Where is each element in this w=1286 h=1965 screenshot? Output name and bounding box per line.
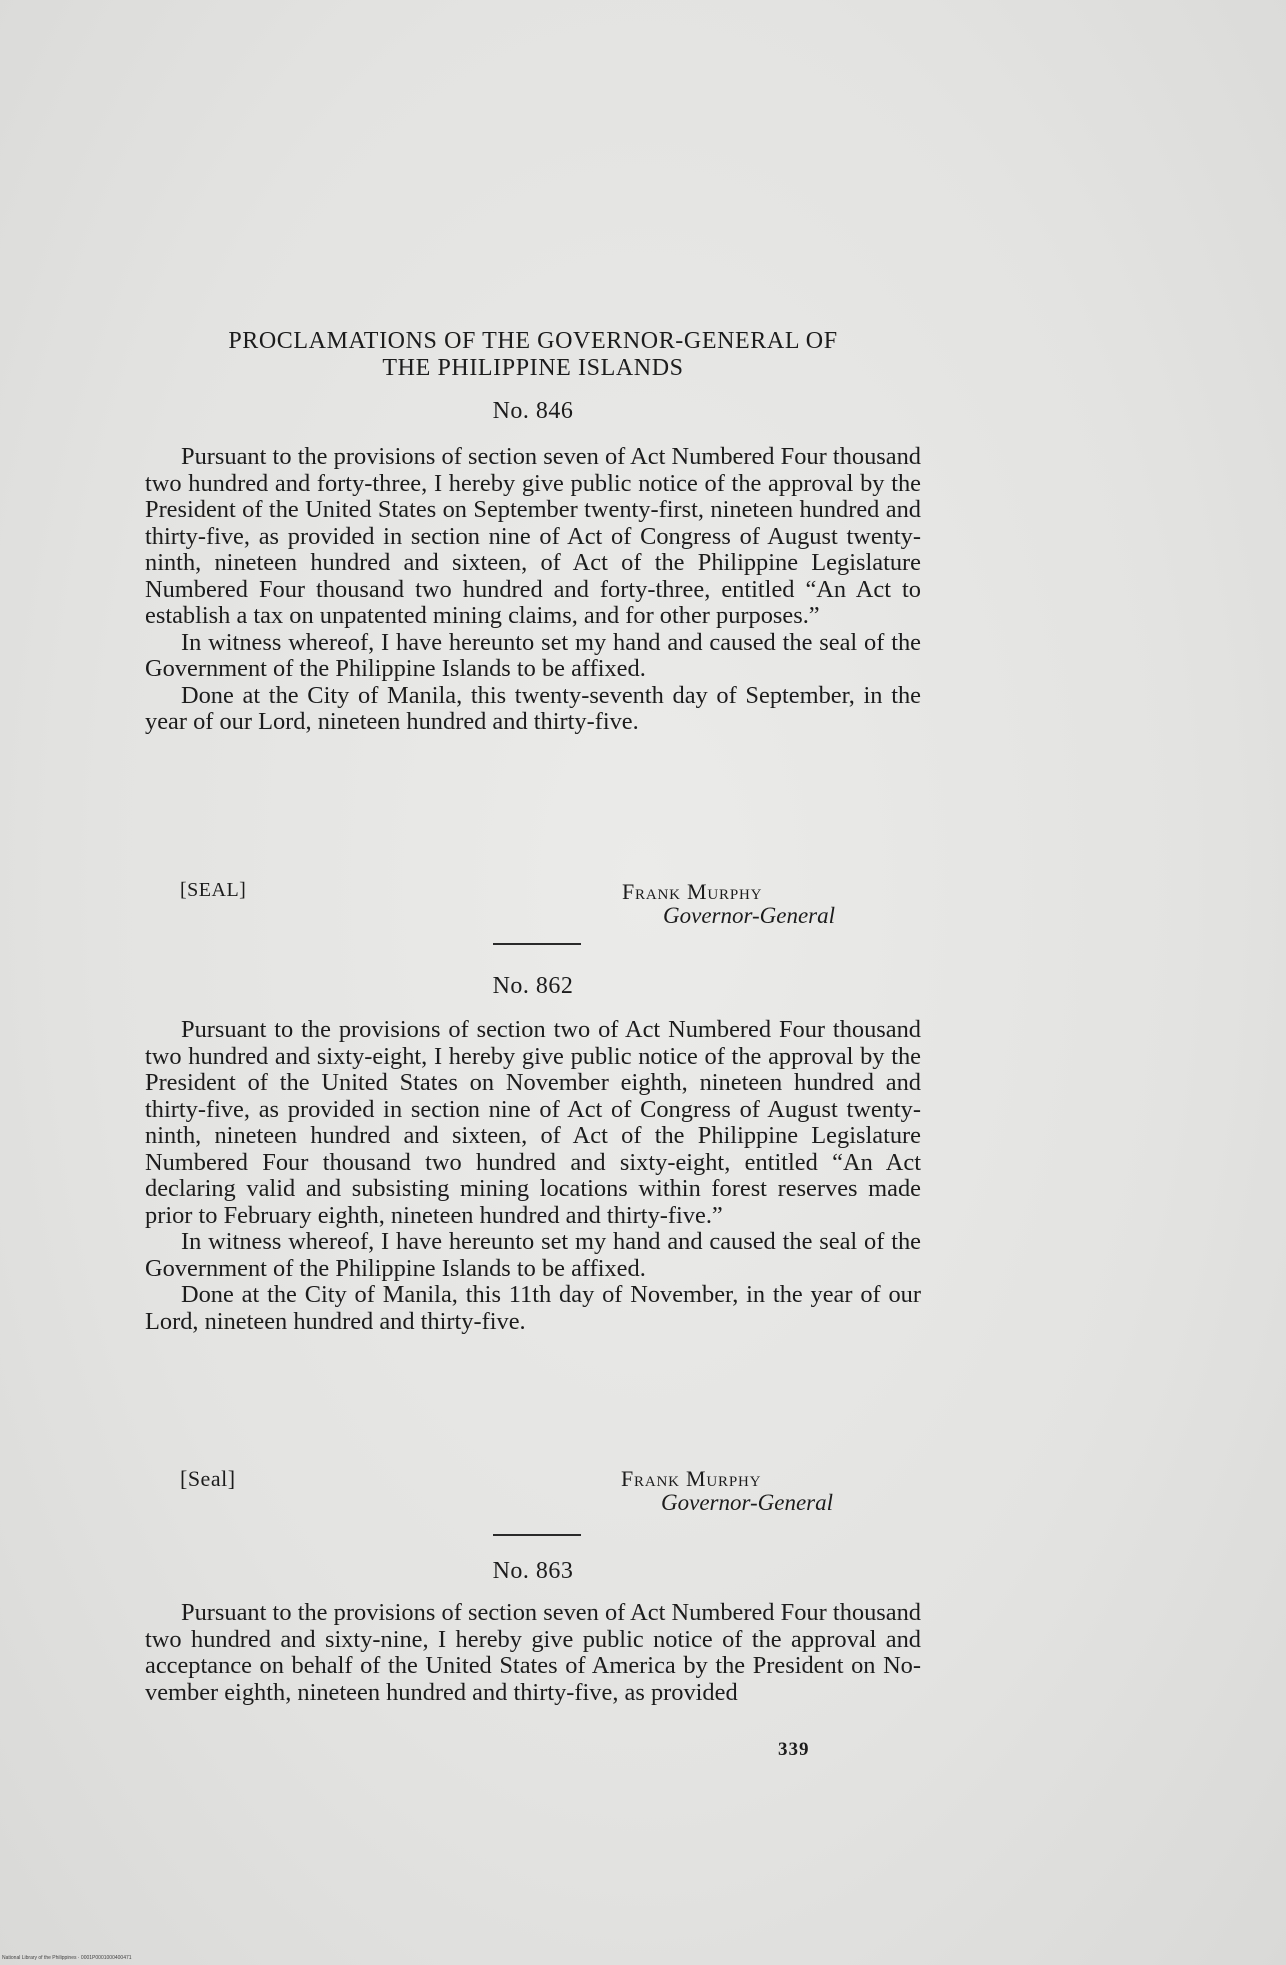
proclamation-863-number: No. 863 — [492, 1558, 574, 1584]
proclamation-846-seal: [SEAL] — [180, 879, 247, 901]
proclamation-846-done: Done at the City of Manila, this twenty-seventh day of September, in the year of our Lord, nineteen hundred and thirty-five. — [145, 681, 921, 735]
proclamation-862-body: Pursuant to the provisions of section two of Act Numbered Four thousand two hundred and sixty-eight, I hereby give public notice of the approval by the President of the United States on November eighth, nineteen hundred and thirty-five, as provided in section nine of Act of Congress of August twenty-ninth, nineteen hundred and sixteen, of Act of the Philippine Legislature Numbered Four thousand two hundred and sixty-eight, entitled “An Act declaring valid and subsisting mining locations within forest reserves made prior to February eighth, nineteen hundred and thirty-five.” — [145, 1016, 921, 1229]
archive-footer-stamp: National Library of the Philippines · 0001P0001000400471 — [2, 1955, 132, 1961]
proclamation-846-number: No. 846 — [492, 398, 574, 424]
proclamation-862-signer: Frank Murphy — [621, 1466, 762, 1491]
proclamation-862-title: Governor-General — [661, 1490, 833, 1515]
proclamation-862-text — [145, 1017, 921, 1335]
proclamation-846-signer: Frank Murphy — [622, 879, 763, 904]
proclamation-862-seal: [Seal] — [180, 1466, 236, 1491]
page-number: 339 — [778, 1739, 810, 1760]
document-heading-line-1: PROCLAMATIONS OF THE GOVERNOR-GENERAL OF — [228, 328, 838, 354]
section-divider — [493, 943, 581, 945]
proclamation-862-number: No. 862 — [492, 973, 574, 999]
proclamation-846-witness: In witness whereof, I have hereunto set my hand and caused the seal of the Government of the Philippine Islands to be affixed. — [145, 628, 921, 682]
proclamation-846-text — [145, 444, 921, 736]
proclamation-846-body: Pursuant to the provisions of section seven of Act Numbered Four thousand two hundred and forty-three, I hereby give public notice of the approval by the President of the United States on September twenty-first, nineteen hundred and thirty-five, as provided in section nine of Act of Congress of August twenty-ninth, nineteen hundred and sixteen, of Act of the Philippine Legislature Numbered Four thousand two hundred and forty-three, entitled “An Act to establish a tax on unpatented mining claims, and for other purposes.” — [145, 443, 921, 629]
proclamation-863-text — [145, 1600, 921, 1706]
proclamation-862-witness: In witness whereof, I have hereunto set my hand and caused the seal of the Government of the Philippine Islands to be affixed. — [145, 1228, 921, 1282]
proclamation-846-title: Governor-General — [663, 903, 835, 928]
proclamation-862-done: Done at the City of Manila, this 11th day of November, in the year of our Lord, nineteen hundred and thirty-five. — [145, 1281, 921, 1335]
section-divider — [493, 1534, 581, 1536]
document-heading-line-2: THE PHILIPPINE ISLANDS — [382, 355, 684, 381]
proclamation-863-body: Pursuant to the provisions of section seven of Act Numbered Four thousand two hundred and sixty-nine, I hereby give public notice of the approval and acceptance on behalf of the United States of America by the President on November eighth, nineteen hundred and thirty-five, as provided — [145, 1599, 921, 1706]
